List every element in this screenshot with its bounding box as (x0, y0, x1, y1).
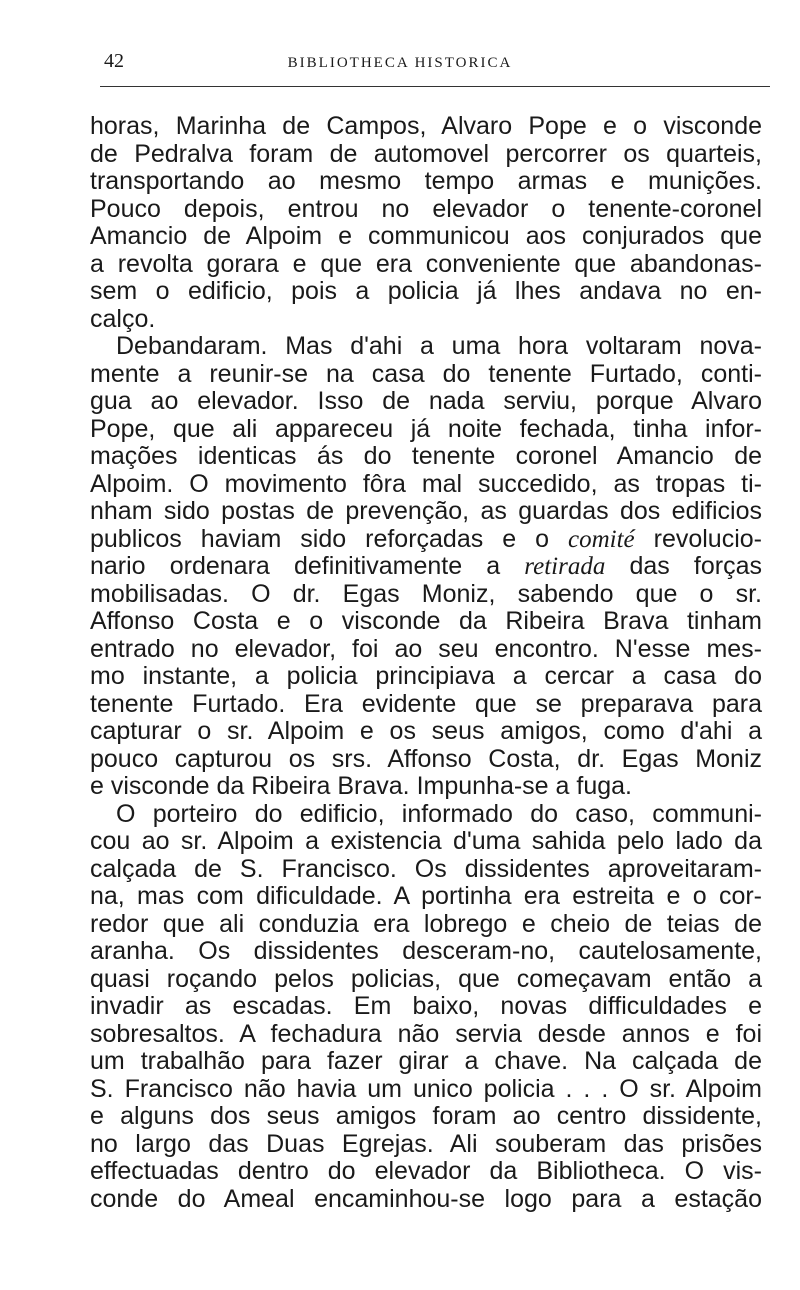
text-line: quasi roçando pelos policias, que começavam então a (90, 964, 762, 993)
text-line: effectuadas dentro do elevador da Bibliotheca. O vis- (90, 1157, 762, 1185)
text-line: mente a reunir-se na casa do tenente Furtado, conti- (90, 359, 762, 388)
text-line: horas, Marinha de Campos, Alvaro Pope e o visconde (90, 112, 762, 140)
page-number: 42 (104, 50, 124, 72)
text-line: e visconde da Ribeira Brava. Impunha-se a fuga. (90, 772, 632, 800)
text-line: invadir as escadas. Em baixo, novas difficuldades e (90, 992, 762, 1020)
text-line: um trabalhão para fazer girar a chave. Na calçada de (90, 1047, 762, 1075)
text-line: S. Francisco não havia um unico policia . . . O sr. Alpoim (90, 1074, 762, 1103)
text-line: Amancio de Alpoim e communicou aos conjurados que (90, 222, 762, 250)
text-line: Affonso Costa e o visconde da Ribeira Brava tinham (90, 607, 762, 635)
text-line: gua ao elevador. Isso de nada serviu, porque Alvaro (90, 387, 762, 415)
text-line: aranha. Os dissidentes desceram-no, cautelosamente, (90, 937, 762, 965)
text-line (90, 526, 762, 554)
text-line: redor que ali conduzia era lobrego e cheio de teias de (90, 909, 762, 938)
italic-term: comité (568, 525, 635, 553)
text-line: na, mas com dificuldade. A portinha era estreita e o cor- (90, 882, 762, 910)
text-segment: das forças (605, 552, 762, 580)
text-line: entrado no elevador, foi ao seu encontro. N'esse mes- (90, 634, 762, 663)
text-line: capturar o sr. Alpoim e os seus amigos, como d'ahi a (90, 717, 762, 745)
text-line: no largo das Duas Egrejas. Ali souberam das prisões (90, 1129, 762, 1158)
text-line: sem o edificio, pois a policia já lhes andava no en- (90, 277, 762, 305)
running-title: BIBLIOTHECA HISTORICA (287, 55, 513, 71)
text-line: mo instante, a policia principiava a cercar a casa do (90, 662, 762, 690)
text-line (90, 553, 762, 581)
text-line: tenente Furtado. Era evidente que se preparava para (90, 689, 762, 718)
text-line: mobilisadas. O dr. Egas Moniz, sabendo que o sr. (90, 579, 762, 608)
text-line: O porteiro do edificio, informado do caso, communi- (116, 799, 762, 828)
text-line: Pope, que ali appareceu já noite fechada, tinha infor- (90, 414, 762, 443)
text-line: calçada de S. Francisco. Os dissidentes aproveitaram- (90, 854, 762, 883)
text-line: de Pedralva foram de automovel percorrer os quarteis, (90, 139, 762, 168)
text-line: pouco capturou os srs. Affonso Costa, dr. Egas Moniz (90, 744, 762, 773)
text-line: cou ao sr. Alpoim a existencia d'uma sahida pelo lado da (90, 827, 762, 855)
text-line: sobresaltos. A fechadura não servia desde annos e foi (90, 1019, 762, 1048)
text-line: nham sido postas de prevenção, as guardas dos edificios (90, 497, 762, 525)
text-line: e alguns dos seus amigos foram ao centro dissidente, (90, 1102, 762, 1130)
text-line: mações identicas ás do tenente coronel Amancio de (90, 442, 762, 470)
text-line: Alpoim. O movimento fôra mal succedido, as tropas ti- (90, 469, 762, 498)
text-line: Debandaram. Mas d'ahi a uma hora voltaram nova- (116, 332, 762, 360)
italic-term: retirada (524, 553, 606, 580)
text-segment: publicos haviam sido reforçadas e o (90, 524, 568, 553)
text-segment: nario ordenara definitivamente a (90, 552, 525, 580)
text-line: a revolta gorara e que era conveniente que abandonas- (90, 249, 762, 278)
text-line: transportando ao mesmo tempo armas e munições. (90, 167, 762, 195)
text-segment: revolucio- (634, 524, 762, 553)
header-rule (100, 86, 770, 87)
body-text (90, 113, 762, 1213)
text-line: conde do Ameal encaminhou-se logo para a estação (90, 1184, 762, 1213)
text-line: calço. (90, 304, 156, 333)
text-line: Pouco depois, entrou no elevador o tenente-coronel (90, 194, 762, 223)
